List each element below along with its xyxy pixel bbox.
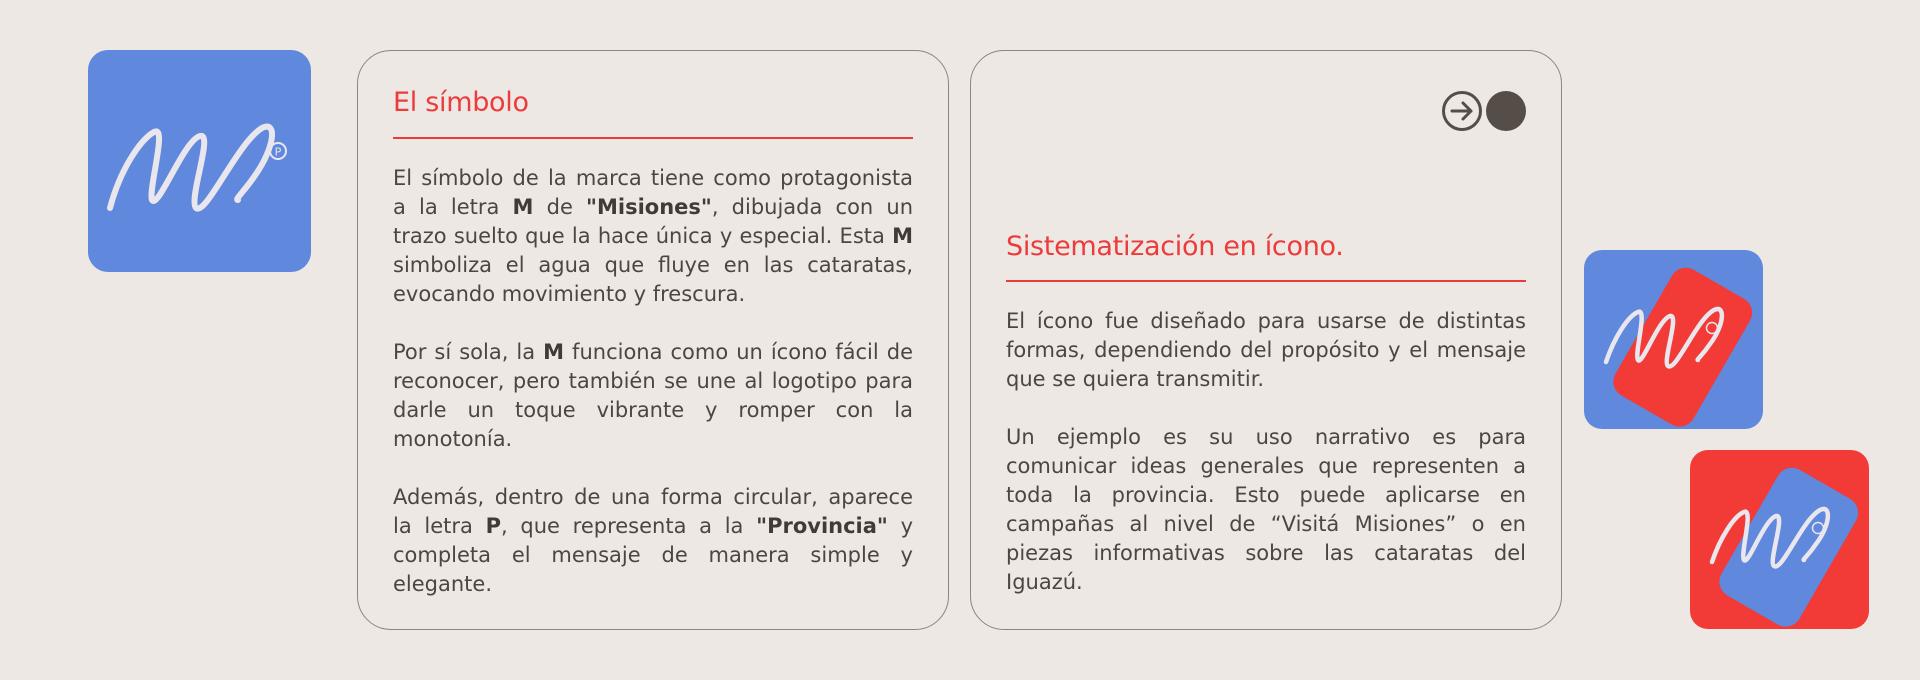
m-app-icon-blue [1584, 250, 1763, 429]
title-divider [393, 137, 913, 139]
icon-card-title: Sistematización en ícono. [1006, 231, 1344, 262]
symbol-paragraph-3: Además, dentro de una forma circular, aparece la letra P, que representa a la "Provincia" y completa el mensaje de manera simple y elegante. [393, 485, 913, 596]
brand-logo-tile [88, 50, 311, 272]
symbol-paragraph-2: Por sí sola, la M funciona como un ícono fácil de reconocer, pero también se une al logotipo para darle un toque vibrante y romper con la monotonía. [393, 340, 913, 451]
svg-text:P: P [274, 145, 282, 159]
misiones-m-logo-icon [88, 50, 311, 272]
icon-systematization-card [970, 50, 1562, 630]
icon-card-body [1006, 307, 1526, 597]
arrow-right-circle-icon[interactable] [1441, 90, 1483, 132]
icon-variant-red [1690, 450, 1869, 629]
icon-paragraph-2: Un ejemplo es su uso narrativo es para comunicar ideas generales que representen a toda la provincia. Esto puede aplicarse en campañas al nivel de “Visitá Misiones” o en piezas informativas sobre las cataratas del Iguazú. [1006, 425, 1526, 594]
symbol-paragraph-1: El símbolo de la marca tiene como protagonista a la letra M de "Misiones", dibujada con un trazo suelto que la hace única y especial. Esta M simboliza el agua que fluye en las cataratas, evocando movimiento y frescura. [393, 166, 914, 306]
title-divider [1006, 280, 1526, 282]
m-app-icon-red [1690, 450, 1869, 629]
icon-paragraph-1: El ícono fue diseñado para usarse de distintas formas, dependiendo del propósito y el mensaje que se quiera transmitir. [1006, 309, 1526, 391]
symbol-card-title: El símbolo [393, 87, 529, 118]
filled-circle-icon[interactable] [1486, 91, 1526, 131]
symbol-card-body [393, 164, 913, 599]
icon-variant-blue [1584, 250, 1763, 429]
symbol-card [357, 50, 949, 630]
